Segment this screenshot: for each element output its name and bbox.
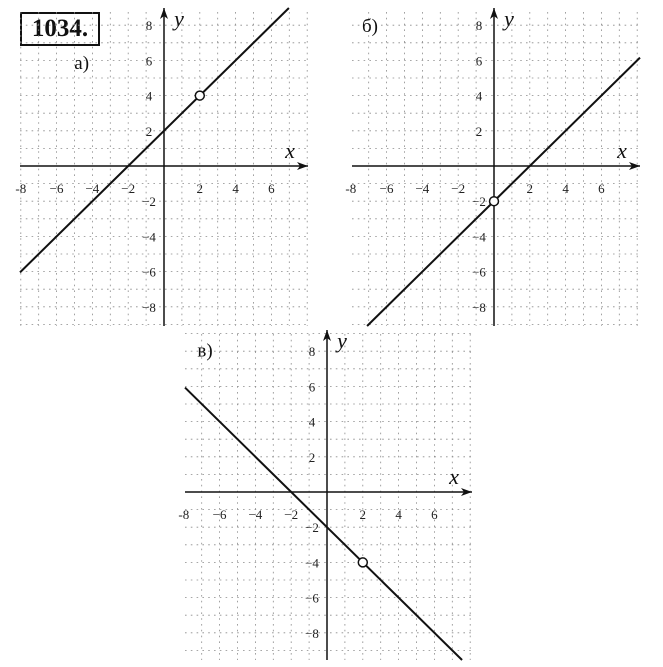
- y-tick-label: 2: [308, 449, 316, 465]
- x-tick-label: −4: [85, 181, 100, 196]
- x-tick-label: 6: [598, 181, 605, 196]
- y-tick-label: 2: [475, 123, 483, 139]
- y-tick-label: 8: [145, 18, 153, 34]
- y-axis-label: y: [504, 6, 514, 31]
- x-tick-label: 4: [395, 507, 402, 522]
- x-tick-label: 2: [359, 507, 367, 522]
- x-tick-label: 6: [431, 507, 438, 522]
- y-tick-label: −6: [305, 590, 319, 606]
- y-axis-label: y: [174, 6, 184, 31]
- graph-panel: [15, 6, 308, 326]
- x-axis-label: x: [449, 464, 459, 489]
- graph-panel: [178, 328, 472, 660]
- y-tick-label: −8: [142, 299, 156, 315]
- y-tick-label: −4: [305, 555, 319, 571]
- y-tick-label: 4: [475, 88, 483, 104]
- x-tick-label: 6: [268, 181, 275, 196]
- y-tick-label: 8: [475, 18, 483, 34]
- x-tick-label: −4: [415, 181, 430, 196]
- x-tick-label: −2: [284, 507, 299, 522]
- x-axis-label: x: [285, 138, 295, 163]
- y-tick-label: 6: [145, 53, 153, 69]
- y-tick-label: −8: [472, 299, 486, 315]
- x-tick-label: −6: [212, 507, 227, 522]
- y-tick-label: −4: [142, 229, 156, 245]
- y-tick-label: −2: [472, 194, 486, 210]
- x-tick-label: -8: [345, 181, 357, 196]
- x-tick-label: -8: [15, 181, 27, 196]
- y-tick-label: −4: [472, 229, 486, 245]
- y-axis-label: y: [337, 328, 347, 353]
- x-tick-label: −2: [451, 181, 466, 196]
- x-tick-label: 4: [562, 181, 569, 196]
- y-tick-label: 4: [145, 88, 153, 104]
- x-tick-label: 4: [232, 181, 239, 196]
- x-tick-label: −2: [121, 181, 136, 196]
- y-tick-label: −2: [305, 520, 319, 536]
- panel-label: б): [362, 16, 378, 38]
- y-tick-label: 6: [475, 53, 483, 69]
- y-tick-label: −2: [142, 194, 156, 210]
- x-tick-label: 2: [196, 181, 204, 196]
- y-tick-label: −6: [142, 264, 156, 280]
- y-tick-label: 8: [308, 344, 316, 360]
- function-line: [185, 388, 462, 660]
- x-axis-label: x: [617, 138, 627, 163]
- problem-number: 1034.: [20, 12, 100, 46]
- x-tick-label: −6: [49, 181, 64, 196]
- x-tick-label: −4: [248, 507, 263, 522]
- y-tick-label: 4: [308, 414, 316, 430]
- y-tick-label: 6: [308, 379, 316, 395]
- x-tick-label: 2: [526, 181, 534, 196]
- x-tick-label: -8: [178, 507, 190, 522]
- open-point: [490, 197, 499, 206]
- y-tick-label: −8: [305, 625, 319, 641]
- open-point: [195, 91, 204, 100]
- y-tick-label: −6: [472, 264, 486, 280]
- x-tick-label: −6: [379, 181, 394, 196]
- y-tick-label: 2: [145, 123, 153, 139]
- panel-label: а): [74, 53, 90, 75]
- panel-label: в): [197, 340, 213, 362]
- open-point: [358, 558, 367, 567]
- graph-panel: [345, 6, 640, 326]
